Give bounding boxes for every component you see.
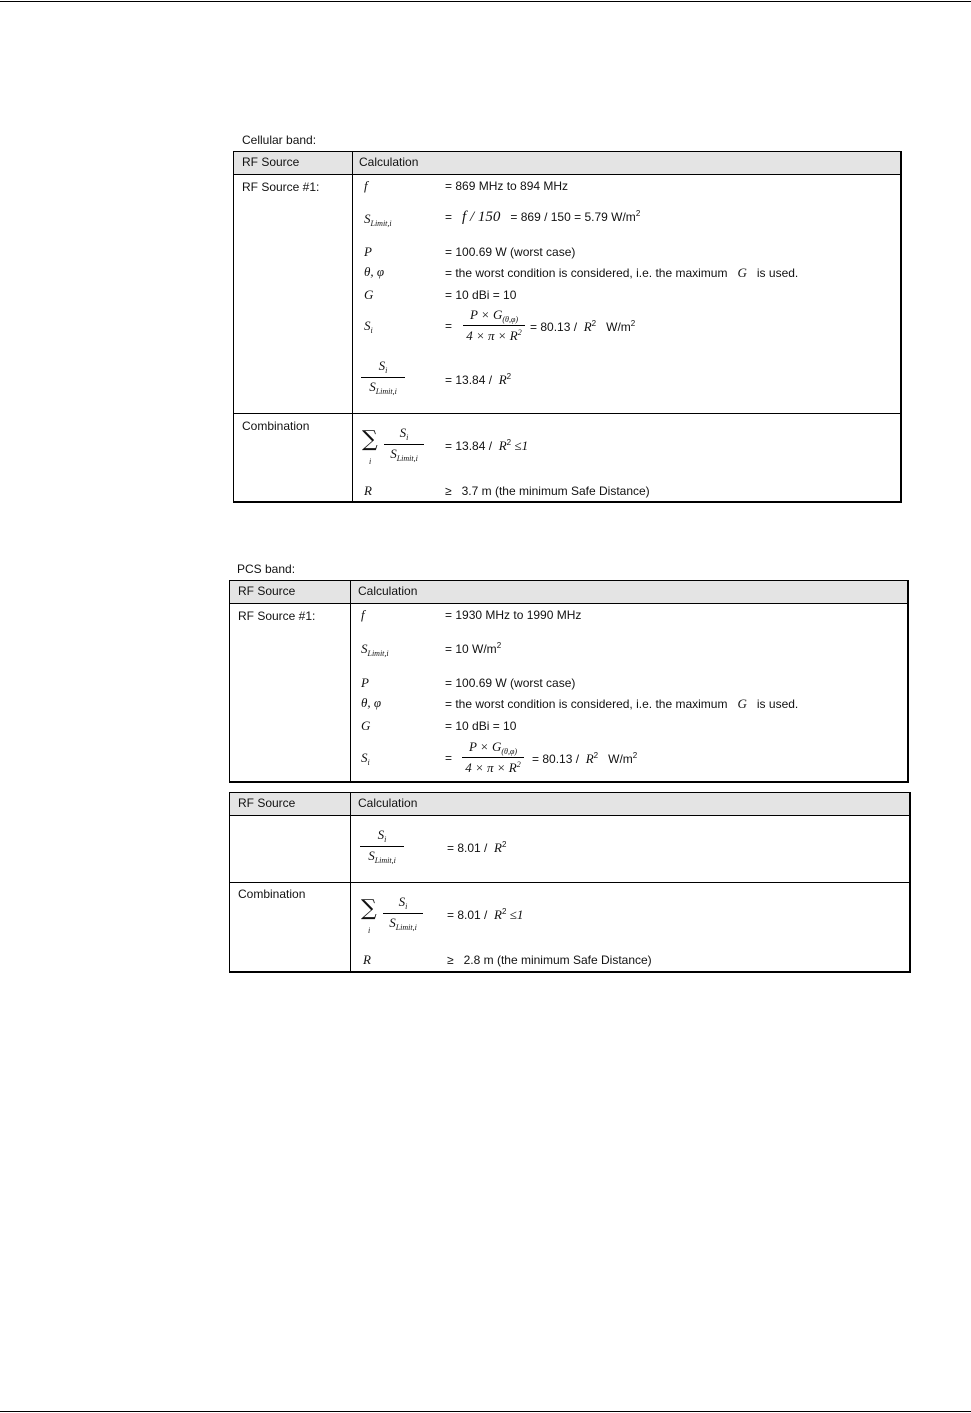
pcs-cont-table-header bbox=[230, 793, 909, 816]
symbol-g: G bbox=[361, 718, 371, 733]
sum-index: i bbox=[368, 926, 371, 935]
header-rf-source: RF Source bbox=[242, 155, 300, 169]
s-i-equals: = bbox=[445, 319, 453, 333]
symbol-f: f bbox=[364, 178, 368, 193]
symbol-theta-phi: θ, φ bbox=[361, 695, 382, 710]
symbol-f: f bbox=[361, 607, 365, 622]
symbol-r: R bbox=[364, 483, 372, 498]
ratio-fraction: $S_i$ $S_{Limit,i}$ bbox=[361, 357, 405, 399]
header-rf-source: RF Source bbox=[238, 584, 296, 598]
p-value: = 100.69 W (worst case) bbox=[445, 676, 576, 690]
cellular-table-header bbox=[234, 152, 900, 175]
symbol-s-limit: $S_{Limit,i}$ bbox=[361, 641, 389, 658]
header-rf-source: RF Source bbox=[238, 796, 296, 810]
row-divider bbox=[234, 413, 900, 414]
f-value: = 869 MHz to 894 MHz bbox=[445, 179, 569, 193]
sum-symbol: ∑ bbox=[361, 896, 377, 921]
pcs-table bbox=[229, 580, 909, 783]
theta-phi-value: = the worst condition is considered, i.e. the maximum G is used. bbox=[445, 265, 799, 280]
comb-value: = $8.01 / R^2 \le 1$ bbox=[447, 907, 524, 922]
pcs-caption: PCS band: bbox=[237, 562, 296, 576]
f-value: = 1930 MHz to 1990 MHz bbox=[445, 608, 582, 622]
header-calculation: Calculation bbox=[358, 584, 418, 598]
p-value: = 100.69 W (worst case) bbox=[445, 245, 576, 259]
s-i-fraction: $P \times G_{(\theta,\varphi)}$ $4 \times \pi \times R^2$ bbox=[462, 737, 524, 779]
row-divider bbox=[230, 882, 909, 883]
s-limit-row: = f / 150 = 869 / 150 = 5.79 $W/m^2$ bbox=[445, 209, 641, 225]
comb-fraction: $S_i$ $S_{Limit,i}$ bbox=[383, 893, 423, 935]
page-bottom-rule bbox=[0, 1411, 971, 1412]
combination-label: Combination bbox=[238, 887, 306, 901]
page-top-rule bbox=[0, 1, 971, 2]
g-value: = 10 dBi = 10 bbox=[445, 288, 517, 302]
symbol-s-limit: $S_{Limit,i}$ bbox=[364, 211, 392, 228]
symbol-p: P bbox=[361, 675, 369, 690]
rf-source-label: RF Source #1: bbox=[238, 609, 316, 623]
symbol-theta-phi: θ, φ bbox=[364, 264, 385, 279]
theta-phi-value: = the worst condition is considered, i.e. the maximum G is used. bbox=[445, 696, 799, 711]
comb-value: = $13.84 / R^2 \le 1$ bbox=[445, 438, 529, 453]
column-divider bbox=[350, 581, 351, 781]
pcs-table-header bbox=[230, 581, 907, 604]
g-value: = 10 dBi = 10 bbox=[445, 719, 517, 733]
symbol-s-i: $S_i$ bbox=[364, 318, 373, 335]
sum-symbol: ∑ bbox=[362, 427, 378, 452]
comb-fraction: $S_i$ $S_{Limit,i}$ bbox=[384, 424, 424, 466]
ratio-value: = $8.01 / R^2$ bbox=[447, 840, 507, 855]
r-value: ≥ 3.7 m (the minimum Safe Distance) bbox=[445, 484, 650, 498]
cellular-table bbox=[233, 151, 902, 503]
rf-source-label: RF Source #1: bbox=[242, 180, 320, 194]
ratio-fraction: $S_i$ $S_{Limit,i}$ bbox=[360, 826, 404, 868]
sum-index: i bbox=[369, 457, 372, 466]
header-calculation: Calculation bbox=[358, 796, 418, 810]
combination-label: Combination bbox=[242, 419, 310, 433]
symbol-g: G bbox=[364, 287, 374, 302]
cellular-caption: Cellular band: bbox=[242, 133, 317, 147]
symbol-r: R bbox=[363, 952, 371, 967]
column-divider bbox=[352, 152, 353, 501]
s-limit-value: = 10 $W/m^2$ bbox=[445, 641, 502, 656]
s-i-value: = $80.13 / R^2$ $W/m^2$ bbox=[530, 319, 636, 334]
symbol-p: P bbox=[364, 244, 372, 259]
pcs-table-continued bbox=[229, 792, 911, 973]
header-calculation: Calculation bbox=[359, 155, 419, 169]
ratio-value: = $13.84 / R^2$ bbox=[445, 372, 512, 387]
s-i-value: = $80.13 / R^2$ $W/m^2$ bbox=[532, 751, 638, 766]
s-i-equals: = bbox=[445, 751, 453, 765]
r-value: ≥ 2.8 m (the minimum Safe Distance) bbox=[447, 953, 652, 967]
s-i-fraction: $P \times G_{(\theta,\varphi)}$ $4 \times \pi \times R^2$ bbox=[463, 305, 525, 347]
symbol-s-i: $S_i$ bbox=[361, 750, 370, 767]
